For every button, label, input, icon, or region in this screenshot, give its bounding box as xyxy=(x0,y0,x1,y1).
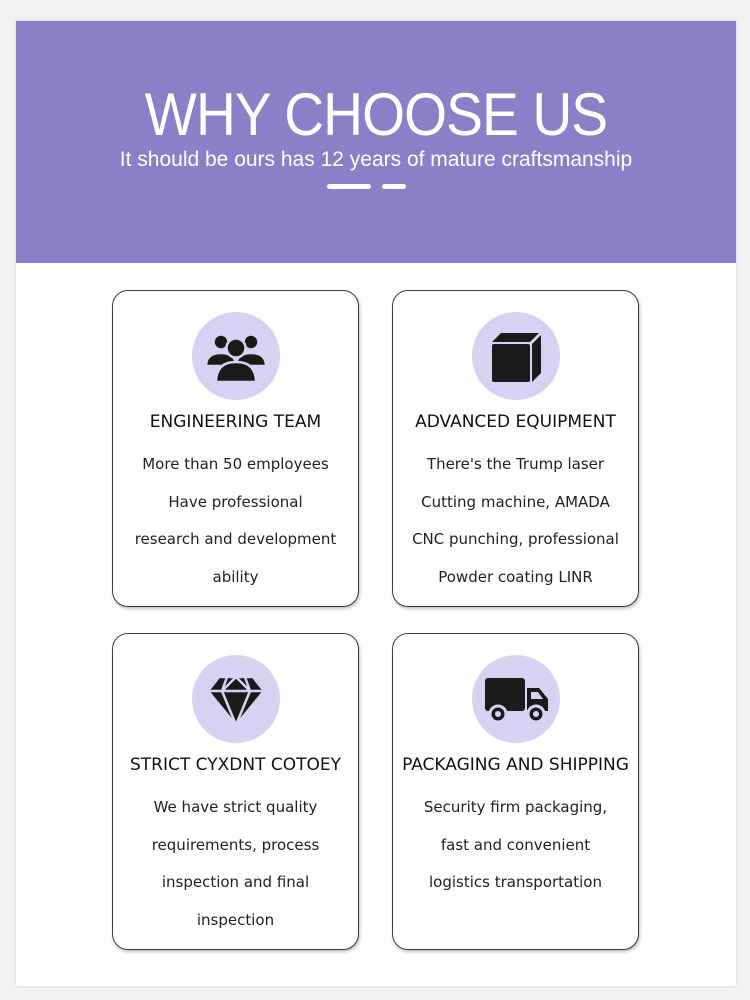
card-text-line: Security firm packaging, xyxy=(423,798,608,816)
icon-badge xyxy=(472,312,560,400)
header-banner xyxy=(16,21,736,263)
card-text-line: inspection xyxy=(196,911,275,929)
card-text-line: More than 50 employees xyxy=(142,455,329,473)
card-text-line: Have professional xyxy=(168,493,303,511)
card-title: ENGINEERING TEAM xyxy=(149,412,322,432)
card-text-line: research and development xyxy=(134,530,337,548)
card-text-line: We have strict quality xyxy=(153,798,318,816)
card-text-line: CNC punching, professional xyxy=(412,530,619,548)
divider-dash-short xyxy=(382,184,406,189)
page-title: WHY CHOOSE US xyxy=(144,81,608,148)
page-frame xyxy=(16,21,736,986)
card-title: ADVANCED EQUIPMENT xyxy=(415,412,616,432)
truck-icon xyxy=(472,655,560,743)
team-icon xyxy=(192,312,280,400)
card-text-line: fast and convenient xyxy=(440,836,591,854)
cube-icon xyxy=(472,312,560,400)
card-text-line: There's the Trump laser xyxy=(426,455,605,473)
card-text-line: Powder coating LINR xyxy=(438,568,593,586)
icon-badge xyxy=(472,655,560,743)
card-text-line: requirements, process xyxy=(151,836,320,854)
page-subtitle: It should be ours has 12 years of mature craftsmanship xyxy=(119,148,633,171)
diamond-icon xyxy=(192,655,280,743)
card-text-line: logistics transportation xyxy=(429,873,602,891)
icon-badge xyxy=(192,655,280,743)
card-text-line: Cutting machine, AMADA xyxy=(421,493,610,511)
feature-card-advanced-equipment xyxy=(392,290,639,607)
card-title: STRICT CYXDNT COTOEY xyxy=(130,755,341,775)
feature-card-packaging-shipping xyxy=(392,633,639,950)
card-title: PACKAGING AND SHIPPING xyxy=(402,755,629,775)
card-text-line: inspection and final xyxy=(161,873,310,891)
card-text-line: ability xyxy=(212,568,259,586)
divider-dash-long xyxy=(327,184,371,189)
feature-card-quality xyxy=(112,633,359,950)
icon-badge xyxy=(192,312,280,400)
feature-card-engineering-team xyxy=(112,290,359,607)
